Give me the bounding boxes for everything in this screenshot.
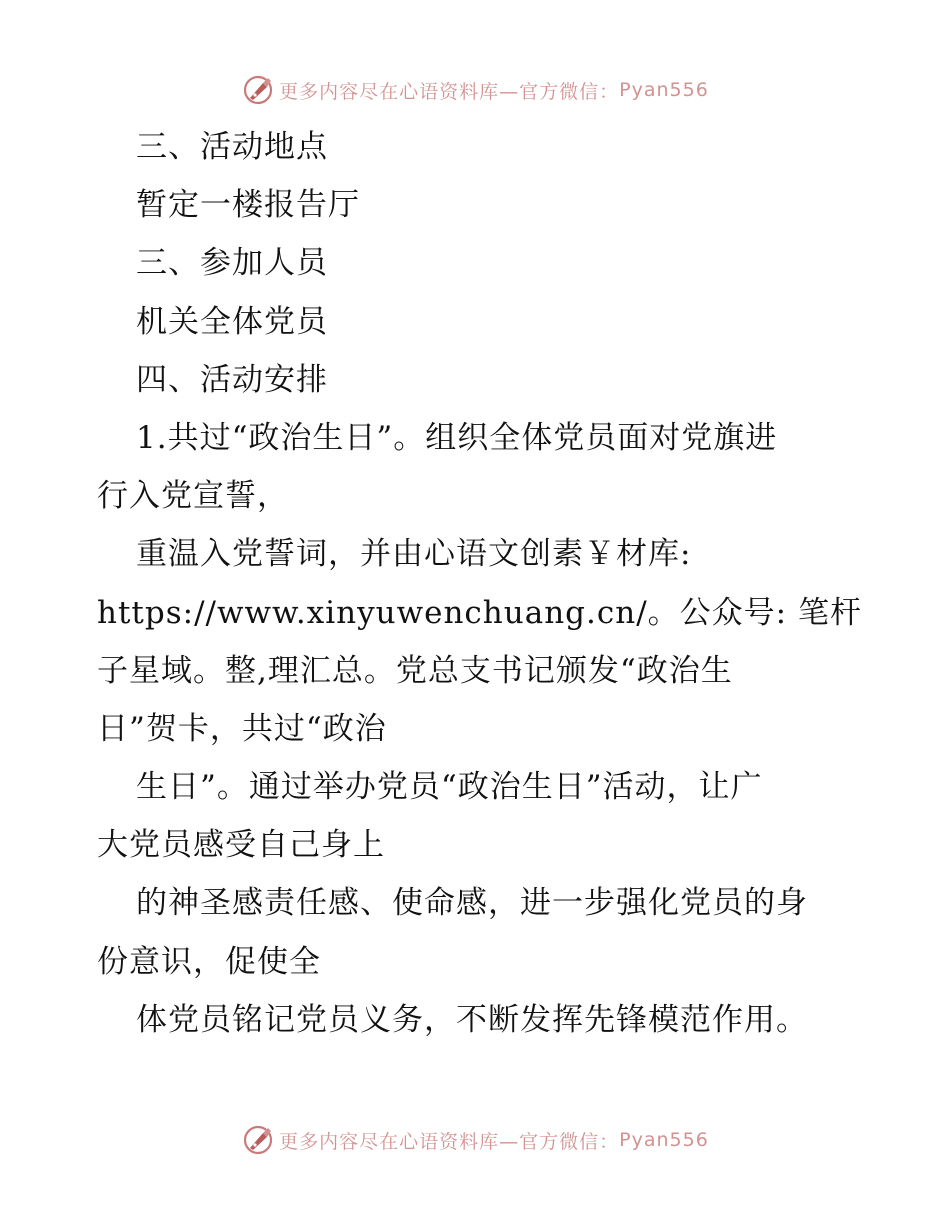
paragraph-line: 份意识，促使全 [97, 943, 321, 980]
banner-wechat-account: Pyan556 [619, 1129, 709, 1151]
paragraph-line: 暂定一楼报告厅 [136, 187, 360, 224]
paragraph-line: 体党员铭记党员义务，不断发挥先锋模范作用。 [136, 1001, 808, 1038]
banner-text: 更多内容尽在心语资料库—官方微信： [279, 1130, 620, 1153]
footer-banner[interactable] [0, 1122, 950, 1158]
section-heading-participants: 三、参加人员 [136, 245, 328, 282]
paragraph-line: 重温入党誓词，并由心语文创素￥材库: [136, 536, 692, 573]
paragraph-line: 机关全体党员 [136, 303, 328, 340]
pen-nib-logo-icon [241, 73, 275, 107]
section-heading-arrangement: 四、活动安排 [136, 361, 328, 398]
document-body [97, 118, 862, 1049]
paragraph-line: 子星域。整,理汇总。党总支书记颁发“政治生 [97, 652, 733, 689]
header-banner[interactable] [0, 72, 950, 108]
paragraph-line: 日”贺卡，共过“政治 [97, 710, 387, 747]
banner-wechat-account: Pyan556 [619, 79, 709, 101]
banner-text: 更多内容尽在心语资料库—官方微信： [279, 80, 620, 103]
paragraph-line: 1.共过“政治生日”。组织全体党员面对党旗进 [136, 419, 778, 456]
paragraph-line: 的神圣感责任感、使命感，进一步强化党员的身 [136, 885, 808, 922]
pen-nib-logo-icon [241, 1123, 275, 1157]
paragraph-line-url: https://www.xinyuwenchuang.cn/。公众号: 笔杆 [97, 594, 862, 631]
paragraph-line: 大党员感受自己身上 [97, 827, 385, 864]
paragraph-line: 行入党宣誓， [97, 478, 289, 515]
section-heading-location: 三、活动地点 [136, 129, 328, 165]
paragraph-line: 生日”。通过举办党员“政治生日”活动，让广 [136, 769, 763, 806]
